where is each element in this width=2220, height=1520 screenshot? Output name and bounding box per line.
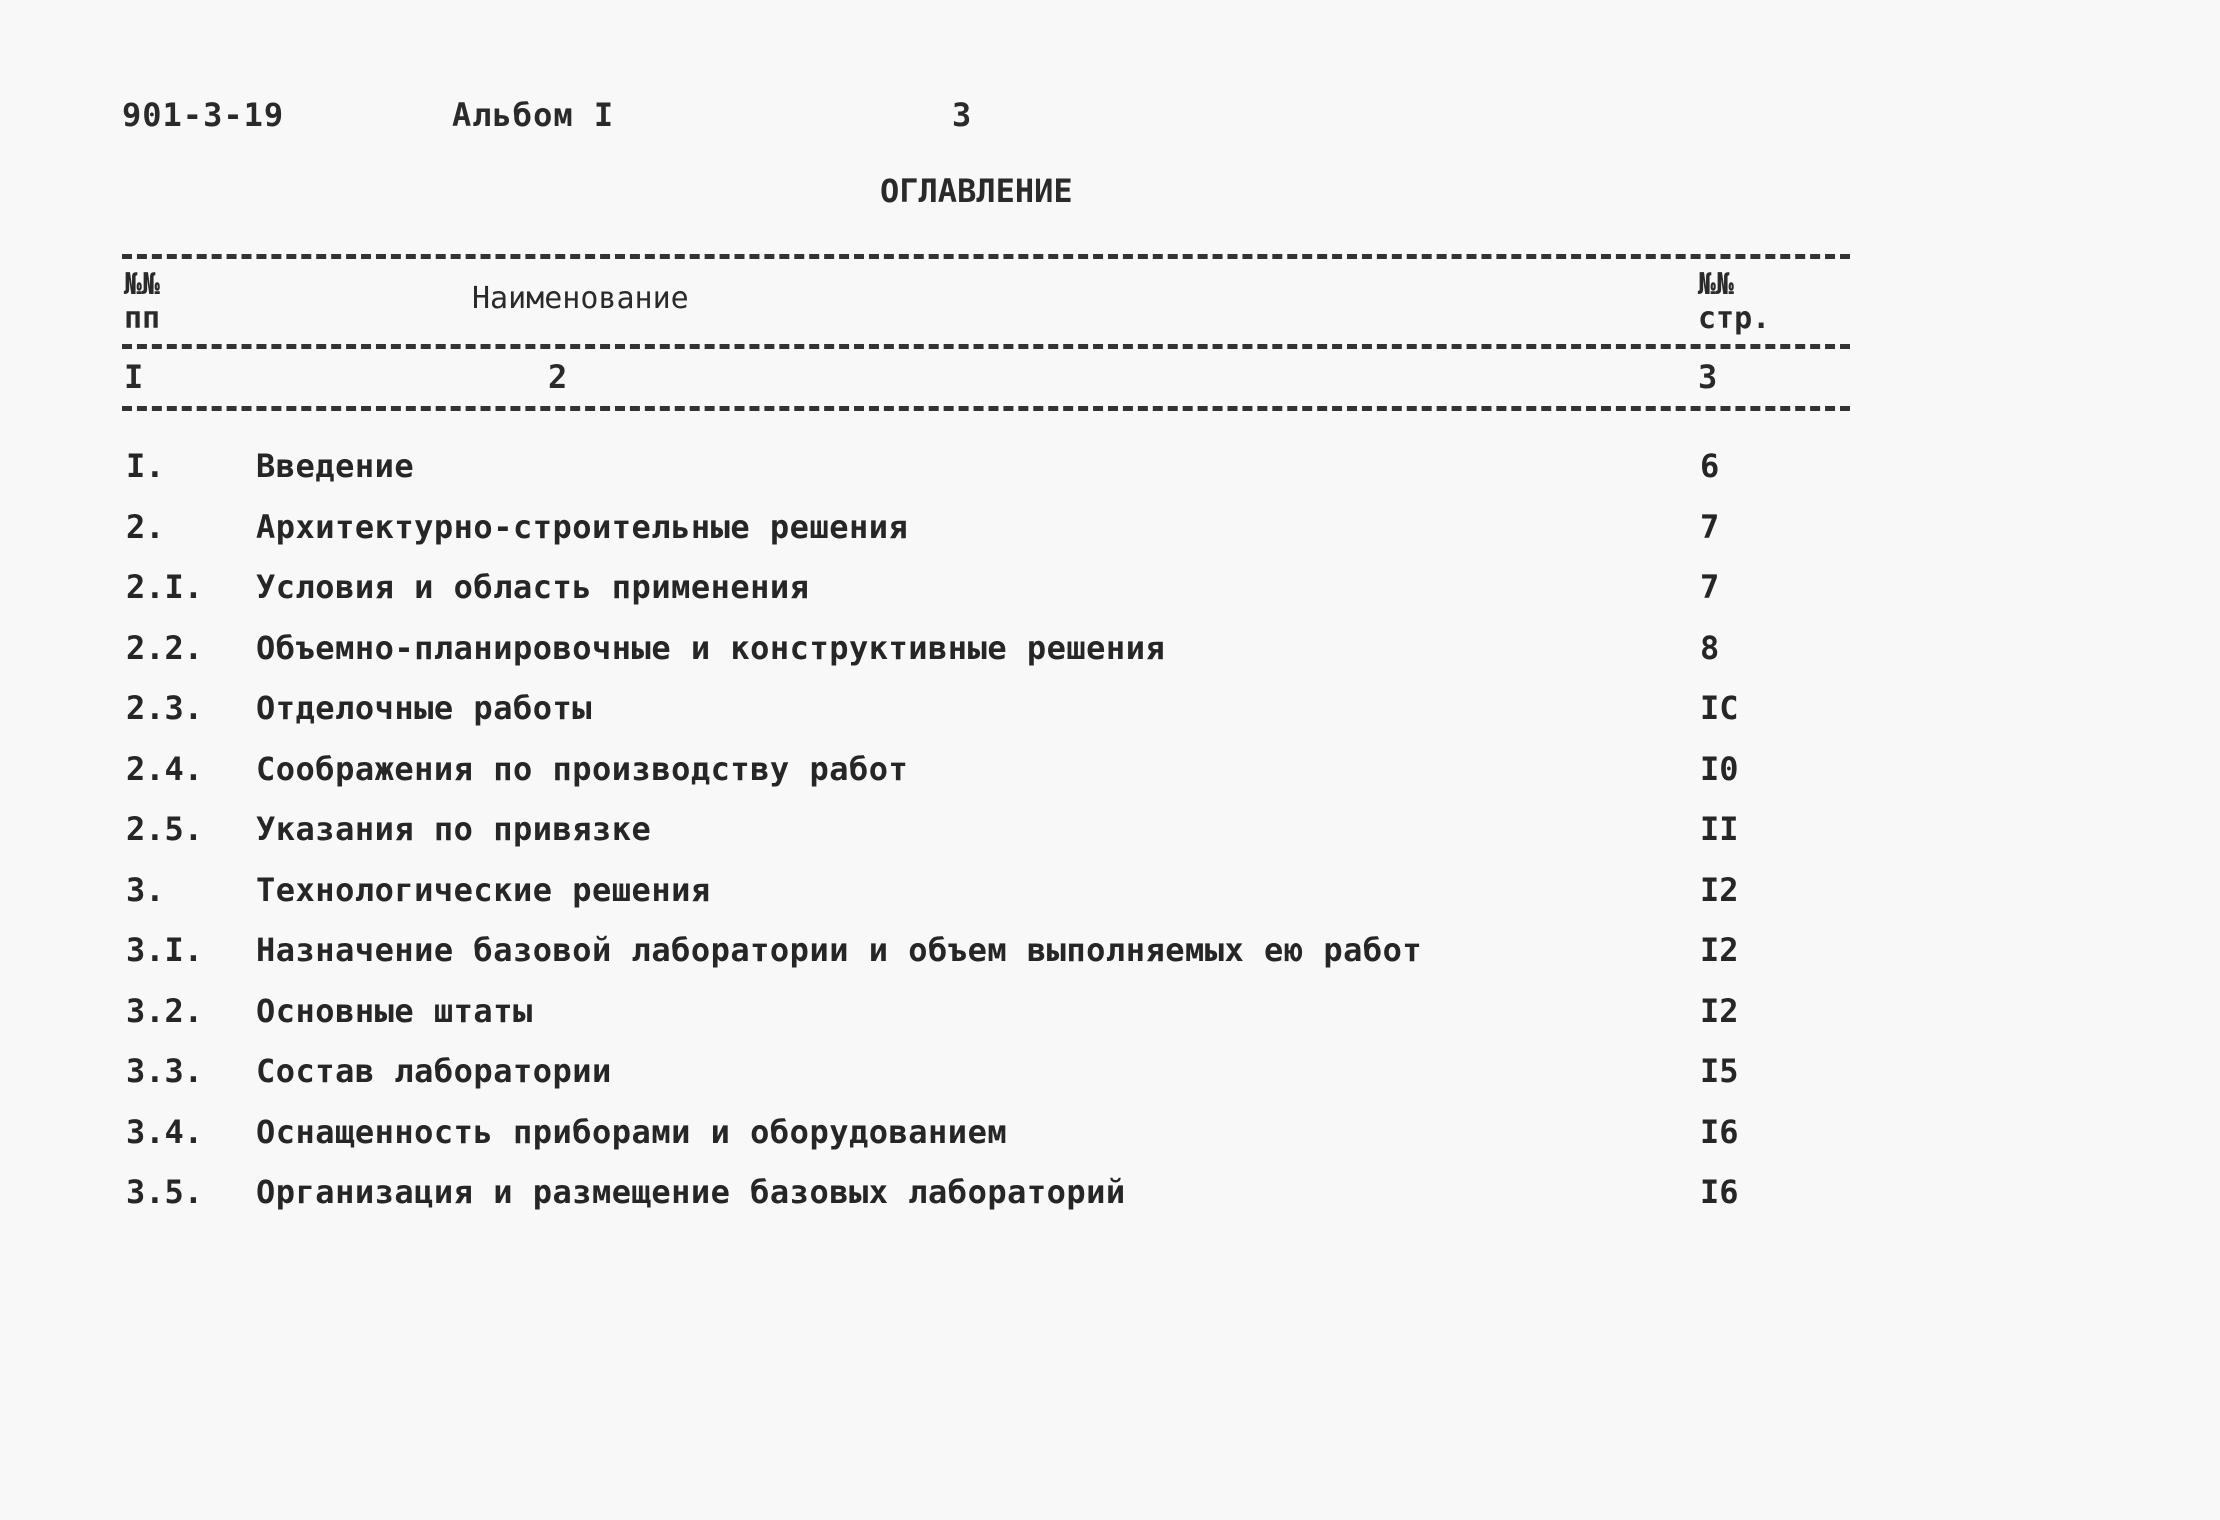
- toc-entry: [0, 1041, 2220, 1101]
- toc-entry-page: I2: [1700, 991, 1739, 1030]
- toc-entry-page: 7: [1700, 568, 1720, 606]
- toc-entry: [0, 860, 2220, 920]
- table-top-rule: [122, 254, 1850, 259]
- toc-entry-page: 8: [1700, 628, 1720, 667]
- index-divider-rule: [122, 406, 1850, 411]
- toc-entry-number: 2.5.: [126, 810, 204, 848]
- toc-entry-page: IC: [1700, 689, 1739, 727]
- toc-entry-page: 6: [1700, 447, 1720, 485]
- toc-entry: [0, 739, 2220, 799]
- toc-entry-number: 2.3.: [126, 689, 204, 727]
- toc-entry-number: 3.: [126, 870, 165, 909]
- toc-entry-page: II: [1700, 810, 1739, 848]
- toc-entry-number: 3.3.: [126, 1052, 204, 1090]
- toc-entry-number: 2.I.: [126, 568, 204, 606]
- toc-entry: [0, 618, 2220, 678]
- toc-entry-page: I2: [1700, 931, 1739, 969]
- column-index-1: I: [124, 358, 144, 396]
- toc-entry-title: Назначение базовой лаборатории и объем выполняемых ею работ: [256, 931, 1423, 969]
- toc-entry-title: Оснащенность приборами и оборудованием: [256, 1112, 1008, 1151]
- toc-entry: [0, 920, 2220, 980]
- toc-entry: [0, 678, 2220, 738]
- toc-entry-title: Указания по привязке: [256, 810, 652, 848]
- toc-entry: [0, 1102, 2220, 1162]
- toc-entry-page: I0: [1700, 749, 1739, 788]
- toc-entry-title: Технологические решения: [256, 870, 711, 909]
- toc-entry-number: 3.5.: [126, 1173, 204, 1211]
- toc-entry: [0, 981, 2220, 1041]
- toc-entry: [0, 1162, 2220, 1222]
- toc-entry-title: Архитектурно-строительные решения: [256, 507, 909, 546]
- header-divider-rule: [122, 344, 1850, 349]
- toc-entry-number: 2.4.: [126, 749, 204, 788]
- document-code: 901-3-19: [122, 96, 285, 134]
- toc-entry: [0, 557, 2220, 617]
- column-index-3: 3: [1698, 358, 1718, 396]
- toc-entry-number: 3.4.: [126, 1112, 204, 1151]
- toc-entry-number: 2.2.: [126, 628, 204, 667]
- toc-entry: [0, 436, 2220, 496]
- toc-entry-title: Состав лаборатории: [256, 1052, 612, 1090]
- column-header-number: №№ пп: [124, 267, 161, 336]
- toc-entry-title: Организация и размещение базовых лабораторий: [256, 1173, 1126, 1211]
- toc-entry-number: I.: [126, 447, 165, 485]
- toc-entry-page: I2: [1700, 870, 1739, 909]
- page-number: 3: [952, 96, 973, 134]
- column-header-page: №№ стр.: [1698, 267, 1771, 336]
- page-title: ОГЛАВЛЕНИЕ: [880, 172, 1073, 210]
- toc-entry: [0, 799, 2220, 859]
- toc-entry-title: Объемно-планировочные и конструктивные решения: [256, 628, 1166, 667]
- album-label: Альбом I: [452, 96, 615, 134]
- column-header-name: Наименование: [472, 281, 689, 316]
- toc-entry-page: I6: [1700, 1112, 1739, 1151]
- toc-entry-title: Условия и область применения: [256, 568, 810, 606]
- toc-entry-title: Основные штаты: [256, 991, 533, 1030]
- toc-entry-page: 7: [1700, 507, 1720, 546]
- toc-entry-title: Отделочные работы: [256, 689, 593, 727]
- toc-entry-title: Соображения по производству работ: [256, 749, 909, 788]
- toc-entry-page: I5: [1700, 1052, 1739, 1090]
- toc-entry: [0, 497, 2220, 557]
- toc-entry-page: I6: [1700, 1173, 1739, 1211]
- toc-entry-title: Введение: [256, 447, 415, 485]
- column-index-2: 2: [548, 358, 568, 396]
- toc-entry-number: 2.: [126, 507, 165, 546]
- toc-entry-number: 3.2.: [126, 991, 204, 1030]
- toc-entry-number: 3.I.: [126, 931, 204, 969]
